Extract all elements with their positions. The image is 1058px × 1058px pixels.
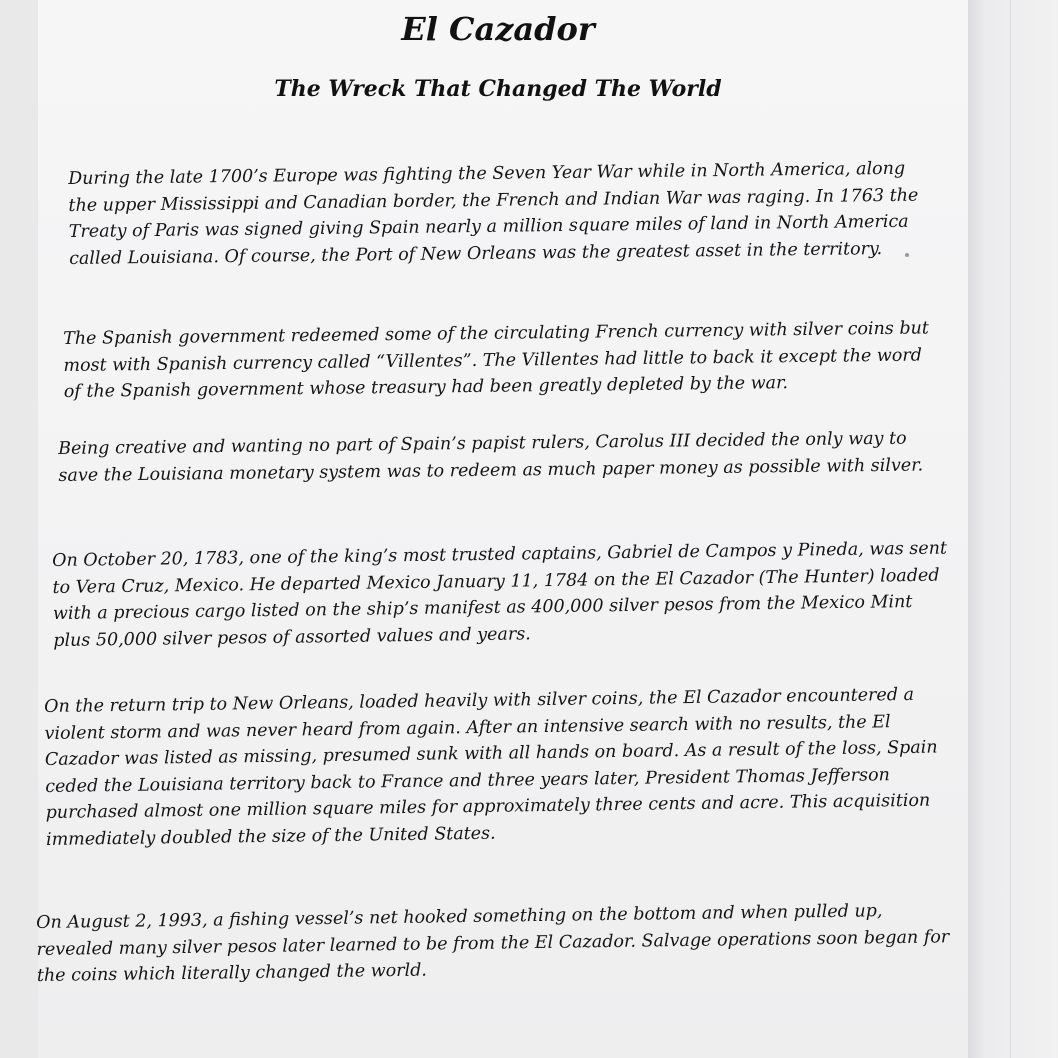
paragraph-3: Being creative and wanting no part of Spain’s papist rulers, Carolus III decided the only way to save the Louisiana monetary system was to redeem as much paper money as possible with silver. (58, 428, 924, 486)
paragraph-6: On August 2, 1993, a fishing vessel’s net hooked something on the bottom and when pulled up, revealed many silver pesos later learned to be from the El Cazador. Salvage operations soon began for the coins which literally changed the world. (36, 901, 950, 986)
paper-speck (905, 253, 909, 257)
document-title: El Cazador (401, 10, 595, 48)
paragraph-2: The Spanish government redeemed some of the circulating French currency with silver coins but most with Spanish currency called “Villentes”. The Villentes had little to back it except the word of the Spanish government whose treasury had been greatly depleted by the war. (63, 318, 930, 402)
paragraph-4: On October 20, 1783, one of the king’s most trusted captains, Gabriel de Campos y Pineda, was sent to Vera Cruz, Mexico. He departed Mexico January 11, 1784 on the El Cazador (The Hunter) loaded with a precious cargo listed on the ship’s manifest as 400,000 silver pesos from the Mexico Mint plus 50,000 silver pesos of assorted values and years. (52, 538, 948, 651)
page-edge-line (1010, 0, 1011, 1058)
paragraph-1: During the late 1700’s Europe was fighting the Seven Year War while in North America, along the upper Mississippi and Canadian border, the French and Indian War was raging. In 1763 the Treaty of Paris was signed giving Spain nearly a million square miles of land in North America called Louisiana. Of course, the Port of New Orleans was the greatest asset in the territory. (68, 158, 919, 269)
paragraph-5: On the return trip to New Orleans, loaded heavily with silver coins, the El Cazador encountered a violent storm and was never heard from again. After an intensive search with no results, the El Cazador was listed as missing, presumed sunk with all hands on board. As a result of the loss, Spain ceded the Louisiana territory back to France and three years later, President Thomas Jefferson purchased almost one million square miles for approximately three cents and acre. This acquisition immediately doubled the size of the United States. (44, 684, 938, 850)
document-subtitle: The Wreck That Changed The World (274, 76, 722, 102)
page-stack-edge (968, 0, 1058, 1058)
